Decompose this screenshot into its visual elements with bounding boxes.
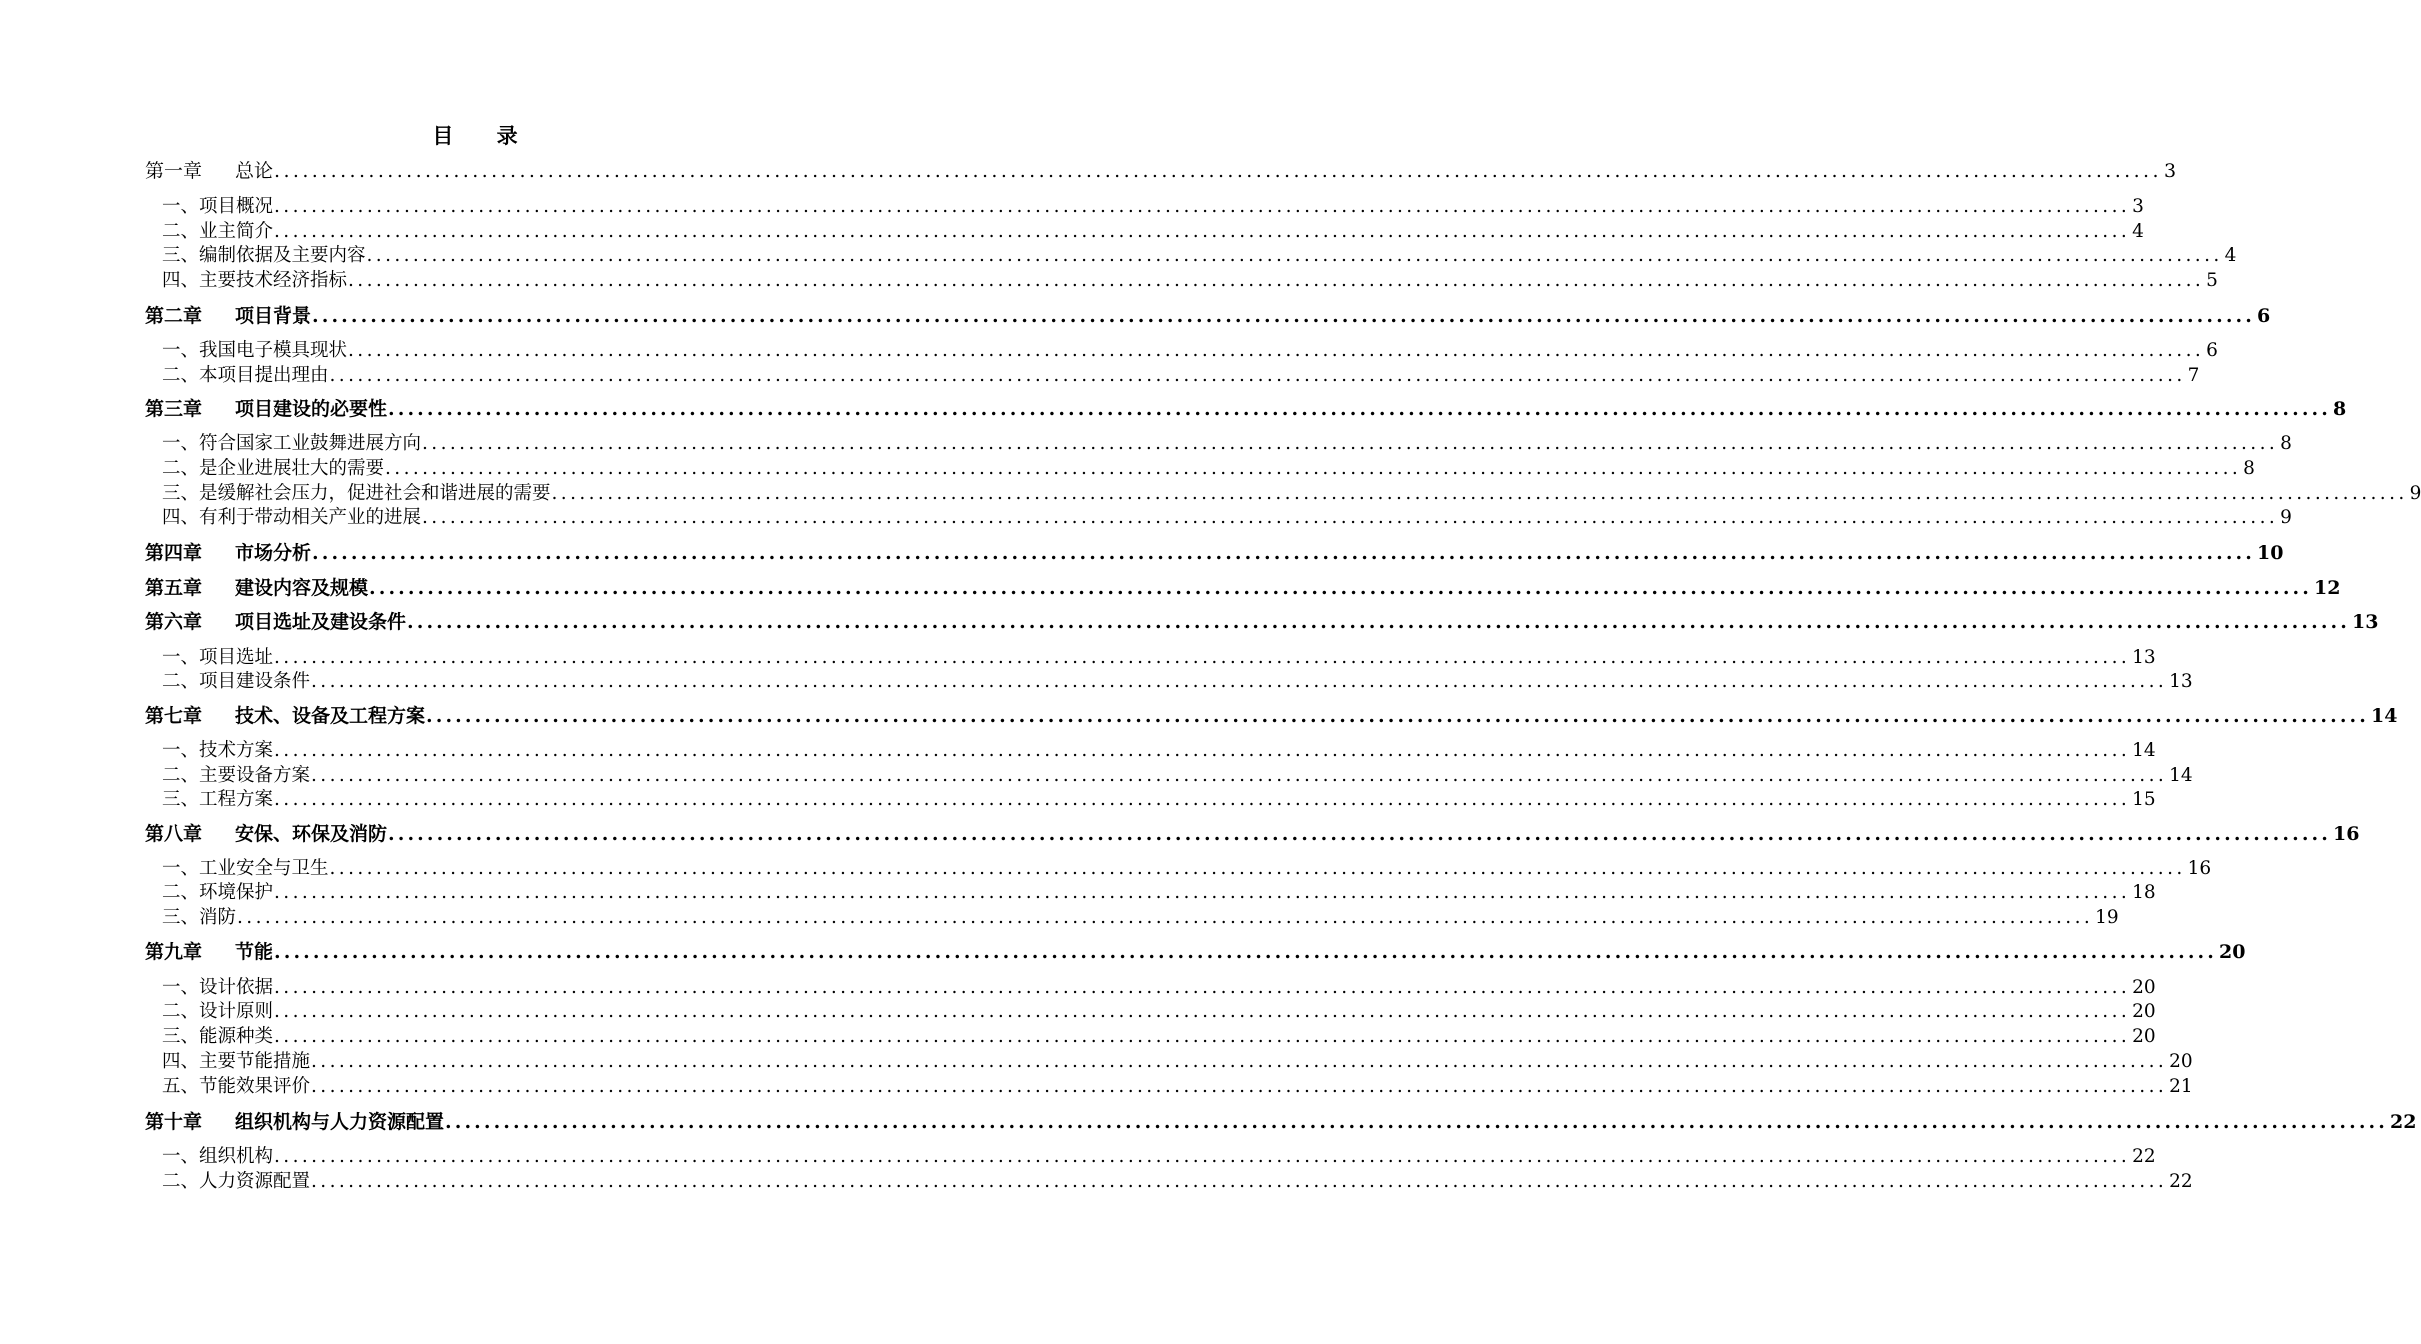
- chapter-number: 第七章: [145, 705, 203, 727]
- toc-entry-title: 项目选址及建设条件: [235, 611, 407, 633]
- toc-chapter-entry[interactable]: [145, 822, 2360, 847]
- toc-entry-title: 二、设计原则: [162, 1001, 274, 1022]
- toc-page-number: 18: [2132, 882, 2156, 903]
- dot-leader: ........................................................................................................................................................................................................: [274, 882, 2131, 903]
- toc-page-number: 13: [2351, 611, 2379, 633]
- toc-entry-title: 四、主要技术经济指标: [162, 270, 348, 291]
- toc-entry-title: 二、主要设备方案: [162, 765, 311, 786]
- toc-section-entry[interactable]: [145, 1024, 2156, 1049]
- toc-section-entry[interactable]: [145, 505, 2292, 530]
- toc-page-number: 20: [2132, 1026, 2156, 1047]
- toc-page-number: 13: [2132, 647, 2156, 668]
- dot-leader: ........................................................................................................................................................................................................: [274, 221, 2131, 242]
- toc-section-entry[interactable]: [145, 1074, 2193, 1099]
- toc-entry-label: [145, 610, 406, 635]
- toc-section-entry[interactable]: [145, 1144, 2156, 1169]
- toc-entry-title: 市场分析: [235, 542, 312, 564]
- toc-entry-title: 节能: [235, 941, 274, 963]
- toc-entry-label: [162, 431, 421, 456]
- dot-leader: ........................................................................................................................................................................................................: [274, 1026, 2131, 1047]
- toc-chapter-entry[interactable]: [145, 610, 2379, 635]
- dot-leader: ........................................................................................................................................................................................................: [311, 671, 2168, 692]
- toc-page-number: 20: [2218, 941, 2246, 963]
- toc-section-entry[interactable]: [145, 975, 2156, 1000]
- toc-entry-title: 组织机构与人力资源配置: [235, 1111, 445, 1133]
- dot-leader: ........................................................................................................................................................................................................: [348, 340, 2205, 361]
- toc-entry-label: [162, 194, 273, 219]
- toc-section-entry[interactable]: [145, 1169, 2193, 1194]
- toc-entry-title: 一、组织机构: [162, 1146, 274, 1167]
- dot-leader: ........................................................................................................................................................................................................: [274, 160, 2162, 182]
- toc-page-number: 10: [2256, 542, 2284, 564]
- toc-chapter-entry[interactable]: [145, 940, 2246, 965]
- toc-entry-title: 一、工业安全与卫生: [162, 858, 329, 879]
- toc-entry-title: 三、编制依据及主要内容: [162, 245, 366, 266]
- dot-leader: ........................................................................................................................................................................................................: [426, 705, 2369, 727]
- toc-page-number: 3: [2132, 196, 2144, 217]
- toc-page-number: 8: [2332, 398, 2347, 420]
- toc-section-entry[interactable]: [145, 194, 2144, 219]
- toc-page-number: 22: [2169, 1171, 2193, 1192]
- toc-section-entry[interactable]: [145, 219, 2144, 244]
- toc-entry-label: [162, 1049, 310, 1074]
- toc-entry-label: [162, 481, 551, 506]
- dot-leader: ........................................................................................................................................................................................................: [385, 458, 2242, 479]
- toc-entry-label: [162, 1144, 273, 1169]
- toc-entry-title: 一、项目选址: [162, 647, 274, 668]
- toc-entry-label: [145, 1110, 444, 1135]
- toc-chapter-entry[interactable]: [145, 304, 2271, 329]
- toc-chapter-entry[interactable]: [145, 576, 2341, 601]
- dot-leader: ........................................................................................................................................................................................................: [274, 1146, 2131, 1167]
- toc-chapter-entry[interactable]: [145, 1110, 2417, 1135]
- toc-entry-title: 建设内容及规模: [235, 577, 369, 599]
- toc-entry-label: [162, 669, 310, 694]
- toc-section-entry[interactable]: [145, 1049, 2193, 1074]
- toc-entry-label: [162, 268, 347, 293]
- toc-entry-label: [162, 738, 273, 763]
- toc-page-number: 21: [2169, 1076, 2193, 1097]
- toc-page-number: 20: [2132, 1001, 2156, 1022]
- toc-section-entry[interactable]: [145, 456, 2255, 481]
- toc-entry-label: [145, 159, 273, 184]
- toc-page-number: 19: [2095, 907, 2119, 928]
- toc-page-number: 13: [2169, 671, 2193, 692]
- toc-page-number: 4: [2224, 245, 2237, 266]
- toc-entry-title: 项目背景: [235, 305, 312, 327]
- dot-leader: ........................................................................................................................................................................................................: [551, 483, 2408, 504]
- toc-section-entry[interactable]: [145, 669, 2193, 694]
- toc-entry-label: [145, 940, 273, 965]
- toc-chapter-entry[interactable]: [145, 159, 2177, 184]
- chapter-number: 第八章: [145, 823, 203, 845]
- toc-entry-label: [162, 645, 273, 670]
- toc-page-number: 9: [2409, 483, 2421, 504]
- toc-page-number: 4: [2132, 221, 2144, 242]
- dot-leader: ........................................................................................................................................................................................................: [311, 1076, 2168, 1097]
- toc-entry-title: 一、我国电子模具现状: [162, 340, 348, 361]
- toc-entry-title: 五、节能效果评价: [162, 1076, 311, 1097]
- toc-page-number: 16: [2187, 858, 2212, 879]
- toc-chapter-entry[interactable]: [145, 704, 2398, 729]
- toc-entry-title: 总论: [235, 160, 274, 182]
- toc-entry-title: 安保、环保及消防: [235, 823, 388, 845]
- toc-entry-title: 二、是企业进展壮大的需要: [162, 458, 385, 479]
- toc-entry-title: 二、本项目提出理由: [162, 365, 329, 386]
- toc-entry-title: 技术、设备及工程方案: [235, 705, 426, 727]
- toc-entry-title: 三、消防: [162, 907, 237, 928]
- toc-page-number: 5: [2206, 270, 2218, 291]
- toc-entry-label: [162, 975, 273, 1000]
- toc-section-entry[interactable]: [145, 243, 2237, 268]
- dot-leader: ........................................................................................................................................................................................................: [366, 245, 2223, 266]
- toc-section-entry[interactable]: [145, 880, 2156, 905]
- dot-leader: ........................................................................................................................................................................................................: [274, 196, 2131, 217]
- dot-leader: ........................................................................................................................................................................................................: [422, 433, 2279, 454]
- toc-entry-title: 三、工程方案: [162, 789, 274, 810]
- toc-entry-label: [162, 905, 236, 930]
- toc-entry-label: [162, 363, 329, 388]
- chapter-number: 第四章: [145, 542, 203, 564]
- toc-section-entry[interactable]: [145, 763, 2193, 788]
- chapter-number: 第五章: [145, 577, 203, 599]
- chapter-number: 第十章: [145, 1111, 203, 1133]
- toc-page-number: 20: [2132, 977, 2156, 998]
- chapter-number: 第二章: [145, 305, 203, 327]
- chapter-number: 第一章: [145, 160, 203, 182]
- toc-entry-title: 二、环境保护: [162, 882, 274, 903]
- toc-entry-title: 一、项目概况: [162, 196, 274, 217]
- dot-leader: ........................................................................................................................................................................................................: [348, 270, 2205, 291]
- dot-leader: ........................................................................................................................................................................................................: [422, 507, 2279, 528]
- toc-entry-title: 三、是缓解社会压力，促进社会和谐进展的需要: [162, 483, 551, 504]
- toc-entry-label: [162, 219, 273, 244]
- toc-entry-label: [162, 1024, 273, 1049]
- toc-entry-label: [162, 505, 421, 530]
- dot-leader: ........................................................................................................................................................................................................: [369, 577, 2312, 599]
- toc-entry-title: 一、符合国家工业鼓舞进展方向: [162, 433, 422, 454]
- toc-page-number: 14: [2132, 740, 2156, 761]
- toc-entry-label: [162, 1074, 310, 1099]
- toc-entry-label: [162, 856, 329, 881]
- toc-page-number: 3: [2163, 160, 2177, 182]
- toc-entry-title: 二、人力资源配置: [162, 1171, 311, 1192]
- toc-page-number: 22: [2132, 1146, 2156, 1167]
- toc-entry-title: 项目建设的必要性: [235, 398, 388, 420]
- toc-entry-label: [162, 456, 384, 481]
- dot-leader: ........................................................................................................................................................................................................: [407, 611, 2350, 633]
- dot-leader: ........................................................................................................................................................................................................: [274, 1001, 2131, 1022]
- toc-page-number: 8: [2243, 458, 2255, 479]
- toc-entry-label: [145, 822, 387, 847]
- dot-leader: ........................................................................................................................................................................................................: [329, 858, 2186, 879]
- chapter-number: 第六章: [145, 611, 203, 633]
- toc-page-number: 20: [2169, 1051, 2193, 1072]
- toc-page-number: 14: [2370, 705, 2398, 727]
- toc-page-number: 8: [2280, 433, 2292, 454]
- dot-leader: ........................................................................................................................................................................................................: [388, 398, 2331, 420]
- toc-page-number: 15: [2132, 789, 2156, 810]
- toc-page-number: 16: [2332, 823, 2360, 845]
- dot-leader: ........................................................................................................................................................................................................: [274, 941, 2217, 963]
- dot-leader: ........................................................................................................................................................................................................: [237, 907, 2094, 928]
- toc-chapter-entry[interactable]: [145, 541, 2284, 566]
- toc-entry-title: 三、能源种类: [162, 1026, 274, 1047]
- dot-leader: ........................................................................................................................................................................................................: [311, 1171, 2168, 1192]
- toc-entry-label: [145, 397, 387, 422]
- toc-section-entry[interactable]: [145, 431, 2292, 456]
- toc-page-number: 22: [2389, 1111, 2417, 1133]
- toc-title: [0, 122, 950, 150]
- toc-section-entry[interactable]: [145, 338, 2218, 363]
- dot-leader: ........................................................................................................................................................................................................: [311, 1051, 2168, 1072]
- toc-entry-label: [162, 999, 273, 1024]
- toc-entry-title: 二、业主简介: [162, 221, 274, 242]
- toc-title-text: 目 录: [432, 123, 536, 148]
- toc-entry-title: 二、项目建设条件: [162, 671, 311, 692]
- chapter-number: 第三章: [145, 398, 203, 420]
- toc-entry-title: 四、主要节能措施: [162, 1051, 311, 1072]
- toc-entry-title: 一、设计依据: [162, 977, 274, 998]
- dot-leader: ........................................................................................................................................................................................................: [312, 305, 2255, 327]
- toc-page-number: 14: [2169, 765, 2193, 786]
- toc-chapter-entry[interactable]: [145, 397, 2347, 422]
- dot-leader: ........................................................................................................................................................................................................: [312, 542, 2255, 564]
- toc-section-entry[interactable]: [145, 999, 2156, 1024]
- dot-leader: ........................................................................................................................................................................................................: [329, 365, 2186, 386]
- toc-entry-label: [162, 338, 347, 363]
- toc-section-entry[interactable]: [145, 645, 2156, 670]
- toc-page-number: 12: [2313, 577, 2341, 599]
- toc-section-entry[interactable]: [145, 856, 2212, 881]
- toc-entry-label: [162, 243, 366, 268]
- toc-entry-label: [145, 576, 368, 601]
- toc-entry-label: [145, 541, 311, 566]
- toc-page-number: 9: [2280, 507, 2292, 528]
- toc-page-number: 7: [2187, 365, 2200, 386]
- dot-leader: ........................................................................................................................................................................................................: [274, 977, 2131, 998]
- toc-entry-label: [145, 704, 425, 729]
- dot-leader: ........................................................................................................................................................................................................: [445, 1111, 2388, 1133]
- toc-entry-label: [145, 304, 311, 329]
- dot-leader: ........................................................................................................................................................................................................: [274, 740, 2131, 761]
- toc-page-number: 6: [2256, 305, 2271, 327]
- chapter-number: 第九章: [145, 941, 203, 963]
- toc-page-number: 6: [2206, 340, 2218, 361]
- dot-leader: ........................................................................................................................................................................................................: [274, 647, 2131, 668]
- toc-entry-title: 四、有利于带动相关产业的进展: [162, 507, 422, 528]
- toc-section-entry[interactable]: [145, 268, 2218, 293]
- toc-section-entry[interactable]: [145, 787, 2156, 812]
- toc-section-entry[interactable]: [145, 481, 2421, 506]
- toc-section-entry[interactable]: [145, 905, 2119, 930]
- toc-entry-label: [162, 787, 273, 812]
- dot-leader: ........................................................................................................................................................................................................: [388, 823, 2331, 845]
- toc-entry-title: 一、技术方案: [162, 740, 274, 761]
- toc-entry-label: [162, 880, 273, 905]
- toc-section-entry[interactable]: [145, 363, 2200, 388]
- toc-section-entry[interactable]: [145, 738, 2156, 763]
- toc-entry-label: [162, 763, 310, 788]
- toc-entry-label: [162, 1169, 310, 1194]
- dot-leader: ........................................................................................................................................................................................................: [274, 789, 2131, 810]
- dot-leader: ........................................................................................................................................................................................................: [311, 765, 2168, 786]
